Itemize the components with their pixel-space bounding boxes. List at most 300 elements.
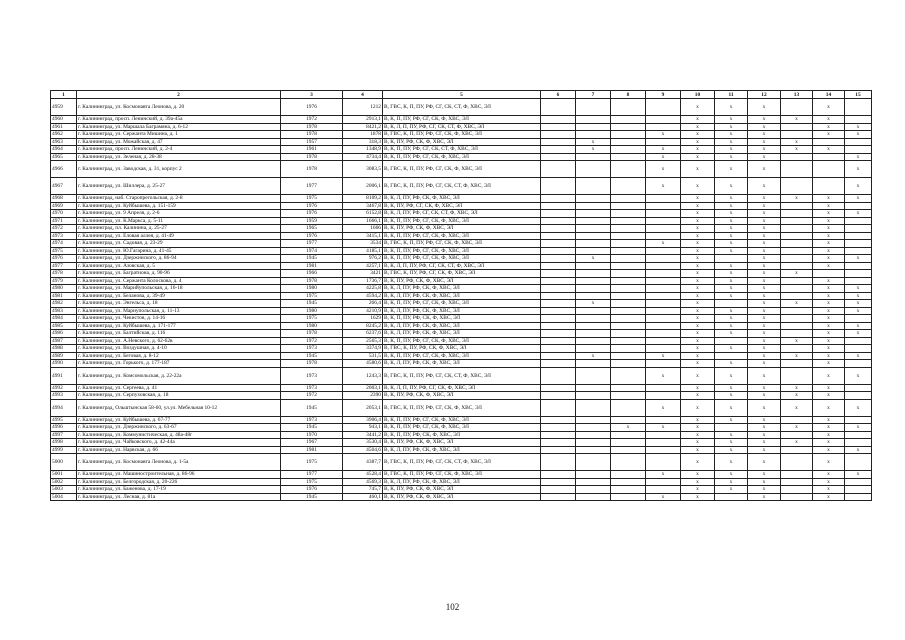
address-cell: г. Калининград, ул. Сержанта Колоскова, д. 4 (77, 277, 281, 285)
mark-cell (576, 478, 611, 486)
address-cell: г. Калининград, ул. Ю.Гагарина, д. 41-45 (77, 247, 281, 255)
services-cell: В, К, Л, П, ПУ, РФ, СГ, СК, СТ, Ф, ХВС, ЭЛ (383, 262, 541, 270)
address-cell: г. Калининград, ул. Дзержинского, д. 86-94 (77, 255, 281, 263)
mark-cell (541, 486, 576, 494)
year-cell: 1972 (281, 116, 343, 124)
mark-cell: x (813, 471, 845, 479)
mark-cell (781, 247, 813, 255)
mark-cell: x (681, 262, 715, 270)
mark-cell (576, 116, 611, 124)
mark-cell (611, 352, 646, 360)
mark-cell (781, 360, 813, 368)
mark-cell: x (813, 367, 845, 384)
table-row (51, 195, 872, 203)
mark-cell (781, 345, 813, 353)
mark-cell: x (781, 116, 813, 124)
mark-cell (611, 255, 646, 263)
mark-cell: x (813, 202, 845, 210)
mark-cell: x (813, 131, 845, 139)
year-cell: 1978 (281, 330, 343, 338)
mark-cell (576, 277, 611, 285)
mark-cell (541, 240, 576, 248)
address-cell: г. Калининград, ул. Можайская, д. 47 (77, 138, 281, 146)
mark-cell: x (813, 431, 845, 439)
mark-cell (541, 116, 576, 124)
mark-cell: x (748, 99, 781, 116)
mark-cell (576, 399, 611, 416)
table-row (51, 300, 872, 308)
mark-cell (781, 161, 813, 178)
mark-cell (576, 262, 611, 270)
mark-cell: x (715, 367, 748, 384)
area-cell: 3441,2 (343, 431, 383, 439)
mark-cell (541, 439, 576, 447)
mark-cell (646, 138, 681, 146)
mark-cell (646, 307, 681, 315)
mark-cell (845, 146, 872, 154)
mark-cell (646, 116, 681, 124)
services-cell: В, К, Л, ПУ, РФ, СГ, СК, СТ, Ф, ХВС, ЭЛ (383, 210, 541, 218)
services-cell: В, К, П, ПУ, РФ, СГ, СК, Ф, ХВС, ЭЛ (383, 352, 541, 360)
services-cell: В, К, П, ПУ, РФ, СГ, СК, Ф, ХВС, ЭЛ (383, 337, 541, 345)
mark-cell (646, 478, 681, 486)
row-number: 4997 (51, 431, 77, 439)
row-number: 4961 (51, 123, 77, 131)
services-cell: В, ГВС, К, П, ПУ, РФ, СГ, СК, СТ, Ф, ХВС, ЭЛ (383, 367, 541, 384)
mark-cell (576, 322, 611, 330)
mark-cell (576, 454, 611, 471)
column-header: 2 (77, 91, 281, 99)
mark-cell: x (813, 307, 845, 315)
year-cell: 1959 (281, 217, 343, 225)
mark-cell: x (681, 277, 715, 285)
mark-cell (541, 255, 576, 263)
address-cell: г. Калининград, просп. Ленинский, д. 2-4 (77, 146, 281, 154)
address-cell: г. Калининград, ул. Азовская, д. 5 (77, 262, 281, 270)
mark-cell: x (813, 399, 845, 416)
year-cell: 1977 (281, 240, 343, 248)
mark-cell: x (813, 292, 845, 300)
mark-cell: x (715, 478, 748, 486)
mark-cell: x (813, 146, 845, 154)
mark-cell (541, 270, 576, 278)
area-cell: 745,7 (343, 486, 383, 494)
mark-cell (541, 217, 576, 225)
services-cell: В, ГВС, К, П, ПУ, РФ, СГ, СК, СТ, Ф, ХВС, ЭЛ (383, 178, 541, 195)
address-cell: г. Калининград, ул. Горького, д. 177-187 (77, 360, 281, 368)
row-number: 5000 (51, 454, 77, 471)
mark-cell (845, 247, 872, 255)
mark-cell: x (781, 399, 813, 416)
mark-cell (646, 454, 681, 471)
mark-cell: x (748, 292, 781, 300)
row-number: 5001 (51, 471, 77, 479)
row-number: 4964 (51, 146, 77, 154)
mark-cell (611, 99, 646, 116)
mark-cell (845, 202, 872, 210)
mark-cell: x (813, 322, 845, 330)
table-row (51, 367, 872, 384)
year-cell: 1945 (281, 352, 343, 360)
mark-cell: x (611, 424, 646, 432)
mark-cell (576, 123, 611, 131)
mark-cell: x (748, 399, 781, 416)
mark-cell (611, 345, 646, 353)
area-cell: 266,4 (343, 300, 383, 308)
mark-cell: x (813, 210, 845, 218)
row-number: 4968 (51, 195, 77, 203)
mark-cell (541, 232, 576, 240)
mark-cell (646, 292, 681, 300)
mark-cell (845, 277, 872, 285)
row-number: 4990 (51, 360, 77, 368)
mark-cell: x (845, 367, 872, 384)
address-cell: г. Калининград, ул. Чекистов, д. 14-16 (77, 315, 281, 323)
mark-cell: x (715, 292, 748, 300)
table-row (51, 424, 872, 432)
mark-cell (576, 307, 611, 315)
mark-cell: x (813, 300, 845, 308)
mark-cell (646, 217, 681, 225)
mark-cell (646, 446, 681, 454)
mark-cell: x (781, 439, 813, 447)
mark-cell: x (845, 307, 872, 315)
mark-cell (611, 493, 646, 501)
mark-cell (611, 307, 646, 315)
mark-cell: x (681, 178, 715, 195)
mark-cell (611, 300, 646, 308)
year-cell: 1972 (281, 392, 343, 400)
table-row (51, 99, 872, 116)
table-row (51, 416, 872, 424)
mark-cell: x (748, 416, 781, 424)
mark-cell (646, 384, 681, 392)
year-cell: 1970 (281, 431, 343, 439)
table-row (51, 315, 872, 323)
mark-cell: x (681, 285, 715, 293)
mark-cell: x (748, 161, 781, 178)
mark-cell (576, 202, 611, 210)
mark-cell (646, 247, 681, 255)
address-cell: г. Калининград, ул. Сергеева, д. 41 (77, 384, 281, 392)
area-cell: 2053,1 (343, 399, 383, 416)
mark-cell: x (845, 399, 872, 416)
mark-cell: x (813, 232, 845, 240)
mark-cell (781, 99, 813, 116)
mark-cell (646, 255, 681, 263)
mark-cell: x (681, 330, 715, 338)
year-cell: 1973 (281, 384, 343, 392)
row-number: 4979 (51, 277, 77, 285)
mark-cell: x (748, 322, 781, 330)
area-cell: 1348,9 (343, 146, 383, 154)
mark-cell (611, 123, 646, 131)
mark-cell (576, 392, 611, 400)
mark-cell: x (715, 123, 748, 131)
mark-cell (541, 471, 576, 479)
mark-cell: x (646, 153, 681, 161)
mark-cell (576, 99, 611, 116)
mark-cell (845, 416, 872, 424)
services-cell: В, К, Л, ПУ, РФ, СК, Ф, ХВС, ЭЛ (383, 195, 541, 203)
mark-cell: x (845, 330, 872, 338)
mark-cell: x (845, 300, 872, 308)
mark-cell: x (681, 202, 715, 210)
services-cell: В, К, ПУ, РФ, СК, Ф, ХВС, ЭЛ (383, 486, 541, 494)
mark-cell: x (781, 195, 813, 203)
mark-cell (781, 225, 813, 233)
services-cell: В, К, ПУ, РФ, СК, Ф, ХВС, ЭЛ (383, 277, 541, 285)
mark-cell (845, 138, 872, 146)
mark-cell (576, 153, 611, 161)
mark-cell: x (748, 240, 781, 248)
table-row (51, 330, 872, 338)
row-number: 4994 (51, 399, 77, 416)
area-cell: 318,3 (343, 138, 383, 146)
mark-cell (541, 138, 576, 146)
mark-cell: x (681, 367, 715, 384)
area-cell: 3083,5 (343, 161, 383, 178)
row-number: 4978 (51, 270, 77, 278)
mark-cell: x (715, 178, 748, 195)
area-cell: 6237,6 (343, 330, 383, 338)
mark-cell (541, 345, 576, 353)
mark-cell: x (748, 478, 781, 486)
mark-cell: x (748, 345, 781, 353)
mark-cell: x (748, 300, 781, 308)
mark-cell: x (646, 161, 681, 178)
table-row (51, 446, 872, 454)
mark-cell: x (715, 322, 748, 330)
table-row (51, 240, 872, 248)
table-row (51, 439, 872, 447)
mark-cell: x (715, 262, 748, 270)
mark-cell: x (813, 315, 845, 323)
mark-cell: x (576, 138, 611, 146)
address-cell: г. Калининград, ул. Мариупольская, д. 11-13 (77, 307, 281, 315)
mark-cell (845, 262, 872, 270)
mark-cell: x (646, 131, 681, 139)
mark-cell (576, 178, 611, 195)
mark-cell (646, 225, 681, 233)
mark-cell: x (813, 255, 845, 263)
services-cell: В, К, П, ПУ, РФ, СК, Ф, ХВС, ЭЛ (383, 431, 541, 439)
year-cell: 1978 (281, 277, 343, 285)
address-cell: г. Калининград, ул. Куйбышева, д. 151-159 (77, 202, 281, 210)
row-number: 4982 (51, 300, 77, 308)
mark-cell (576, 431, 611, 439)
year-cell: 1973 (281, 367, 343, 384)
column-header: 8 (611, 91, 646, 99)
mark-cell: x (748, 360, 781, 368)
mark-cell (611, 367, 646, 384)
mark-cell: x (681, 307, 715, 315)
area-cell: 6152,8 (343, 210, 383, 218)
mark-cell: x (715, 307, 748, 315)
mark-cell: x (748, 486, 781, 494)
services-cell: В, ГВС, К, П, ПУ, РФ, СГ, СК, Ф, ХВС, ЭЛ (383, 471, 541, 479)
mark-cell: x (748, 146, 781, 154)
area-cell: 4387,7 (343, 454, 383, 471)
address-cell: г. Калининград, ул. Баженова, д. 17-19 (77, 486, 281, 494)
table-row (51, 217, 872, 225)
mark-cell: x (748, 262, 781, 270)
mark-cell: x (681, 300, 715, 308)
mark-cell: x (576, 352, 611, 360)
mark-cell: x (781, 300, 813, 308)
mark-cell (576, 345, 611, 353)
mark-cell (576, 247, 611, 255)
area-cell: 4210,9 (343, 307, 383, 315)
mark-cell (611, 360, 646, 368)
mark-cell (715, 424, 748, 432)
mark-cell (813, 138, 845, 146)
year-cell: 1975 (281, 454, 343, 471)
mark-cell (576, 240, 611, 248)
mark-cell (845, 232, 872, 240)
mark-cell: x (748, 471, 781, 479)
area-cell: 4569,3 (343, 478, 383, 486)
mark-cell: x (715, 240, 748, 248)
mark-cell (576, 367, 611, 384)
mark-cell: x (781, 337, 813, 345)
mark-cell (611, 431, 646, 439)
address-cell: г. Калининград, ул. Космонавта Леонова, д. 1-5а (77, 454, 281, 471)
year-cell: 1976 (281, 486, 343, 494)
mark-cell (646, 322, 681, 330)
mark-cell (845, 454, 872, 471)
mark-cell: x (681, 195, 715, 203)
mark-cell: x (576, 300, 611, 308)
year-cell: 1976 (281, 99, 343, 116)
mark-cell (845, 337, 872, 345)
mark-cell: x (715, 232, 748, 240)
mark-cell (576, 360, 611, 368)
mark-cell: x (715, 285, 748, 293)
mark-cell (781, 262, 813, 270)
address-cell: г. Калининград, ул. Садовая, д. 23-29 (77, 240, 281, 248)
year-cell: 1976 (281, 202, 343, 210)
area-cell: 3467,8 (343, 202, 383, 210)
mark-cell: x (715, 210, 748, 218)
row-number: 4986 (51, 330, 77, 338)
mark-cell: x (681, 345, 715, 353)
mark-cell: x (781, 138, 813, 146)
mark-cell (611, 399, 646, 416)
row-number: 4966 (51, 161, 77, 178)
services-cell: В, ГВС, К, П, ПУ, РФ, СГ, СК, СТ, Ф, ХВС, ЭЛ (383, 454, 541, 471)
year-cell: 1978 (281, 153, 343, 161)
mark-cell: x (681, 471, 715, 479)
area-cell: 2390 (343, 392, 383, 400)
mark-cell (813, 153, 845, 161)
mark-cell: x (845, 424, 872, 432)
mark-cell (611, 225, 646, 233)
mark-cell: x (681, 247, 715, 255)
mark-cell (646, 262, 681, 270)
area-cell: 4257,1 (343, 262, 383, 270)
mark-cell: x (813, 478, 845, 486)
mark-cell (646, 486, 681, 494)
column-header: 12 (748, 91, 781, 99)
mark-cell: x (715, 153, 748, 161)
mark-cell: x (576, 255, 611, 263)
area-cell: 531,5 (343, 352, 383, 360)
mark-cell (541, 300, 576, 308)
mark-cell: x (748, 307, 781, 315)
mark-cell: x (715, 345, 748, 353)
mark-cell (611, 138, 646, 146)
mark-cell (611, 270, 646, 278)
services-cell: В, К, Л, ПУ, РФ, СК, Ф, ХВС, ЭЛ (383, 478, 541, 486)
mark-cell: x (681, 478, 715, 486)
mark-cell: x (681, 493, 715, 501)
mark-cell (576, 315, 611, 323)
address-cell: г. Калининград, ул. Энгельса, д. 18 (77, 300, 281, 308)
mark-cell (541, 99, 576, 116)
mark-cell: x (681, 131, 715, 139)
mark-cell: x (748, 431, 781, 439)
mark-cell (541, 416, 576, 424)
mark-cell: x (681, 292, 715, 300)
mark-cell (781, 123, 813, 131)
mark-cell: x (813, 345, 845, 353)
mark-cell (781, 330, 813, 338)
mark-cell (781, 153, 813, 161)
year-cell: 1978 (281, 161, 343, 178)
mark-cell (541, 367, 576, 384)
mark-cell: x (681, 210, 715, 218)
mark-cell: x (748, 337, 781, 345)
area-cell: 8109,2 (343, 195, 383, 203)
column-header: 4 (343, 91, 383, 99)
area-cell: 3374,9 (343, 345, 383, 353)
mark-cell (541, 322, 576, 330)
mark-cell (781, 210, 813, 218)
mark-cell: x (748, 285, 781, 293)
mark-cell (781, 255, 813, 263)
row-number: 4996 (51, 424, 77, 432)
mark-cell: x (813, 454, 845, 471)
mark-cell (611, 217, 646, 225)
mark-cell: x (681, 217, 715, 225)
address-cell: г. Калининград, ул. Сержанта Мишина, д. 1 (77, 131, 281, 139)
year-cell: 1945 (281, 255, 343, 263)
row-number: 4991 (51, 367, 77, 384)
mark-cell (646, 439, 681, 447)
table-row (51, 486, 872, 494)
column-header: 7 (576, 91, 611, 99)
mark-cell (611, 285, 646, 293)
mark-cell (845, 217, 872, 225)
table-header-row (51, 91, 872, 99)
mark-cell: x (813, 116, 845, 124)
mark-cell: x (845, 255, 872, 263)
mark-cell: x (813, 217, 845, 225)
mark-cell: x (646, 493, 681, 501)
address-cell: г. Калининград, ул. Космонавта Леонова, д. 20 (77, 99, 281, 116)
year-cell: 1978 (281, 123, 343, 131)
year-cell: 1945 (281, 399, 343, 416)
mark-cell: x (813, 330, 845, 338)
housing-register-table (50, 90, 872, 501)
year-cell: 1965 (281, 225, 343, 233)
mark-cell (541, 360, 576, 368)
mark-cell (646, 330, 681, 338)
mark-cell: x (748, 330, 781, 338)
mark-cell (781, 277, 813, 285)
mark-cell: x (813, 337, 845, 345)
